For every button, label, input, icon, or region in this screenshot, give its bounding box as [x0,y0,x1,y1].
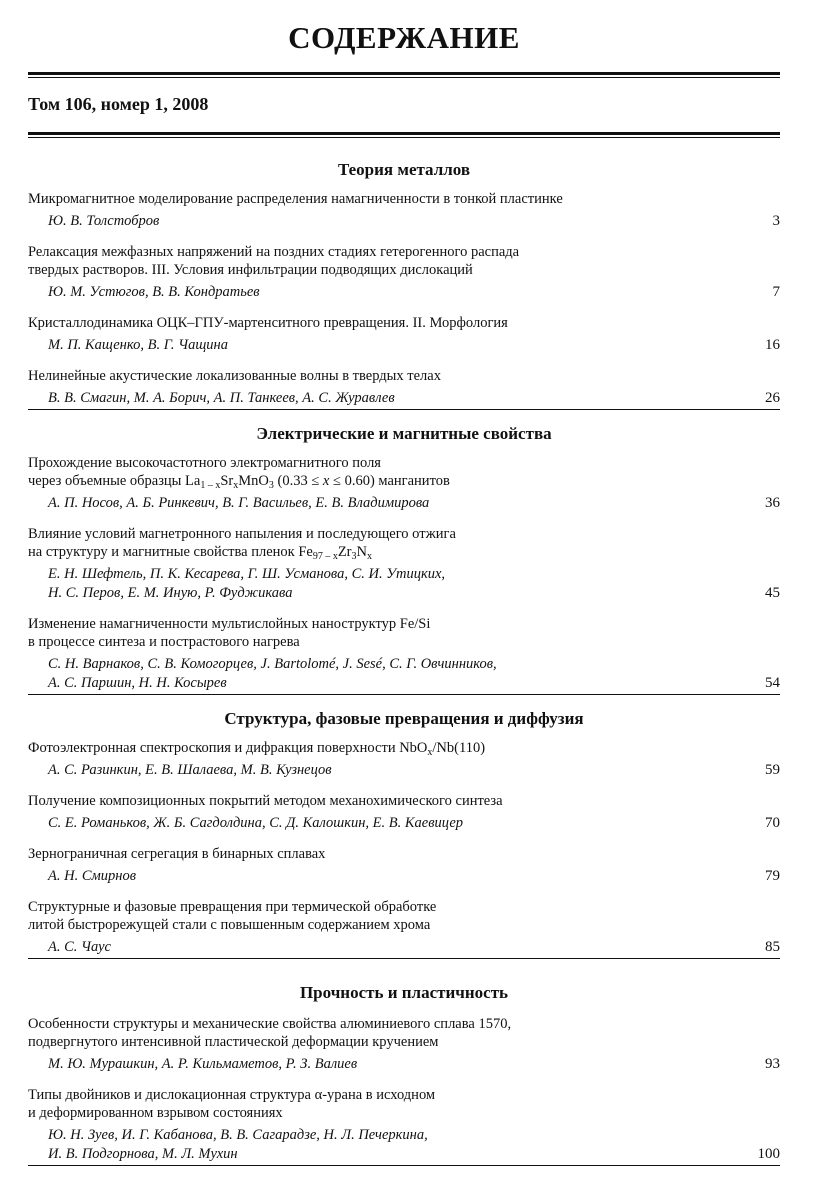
toc-entry[interactable] [28,454,780,513]
entry-page: 59 [765,762,780,778]
entry-title: Зернограничная сегрегация в бинарных сплавах [28,846,326,862]
entry-title: Микромагнитное моделирование распределения намагниченности в тонкой пластинке [28,191,563,207]
entry-title: Кристаллодинамика ОЦК–ГПУ-мартенситного превращения. II. Морфология [28,315,508,331]
entry-page: 36 [765,495,780,511]
entry-page: 54 [765,675,780,691]
toc-entry[interactable] [28,615,780,695]
toc-page [28,0,780,1166]
toc-entry[interactable] [28,1086,780,1166]
entry-page: 16 [765,337,780,353]
entry-title-line: твердых растворов. III. Условия инфильтрации подводящих дислокаций [28,262,473,278]
entry-title-line: Особенности структуры и механические свойства алюминиевого сплава 1570, [28,1016,512,1032]
entry-title: Фотоэлектронная спектроскопия и дифракция поверхности NbO$_x$/Nb(110) [28,740,486,758]
entry-page: 7 [772,284,780,300]
entry-authors: В. В. Смагин, М. А. Борич, А. П. Танкеев, А. С. Журавлев [48,390,395,406]
section-electric-magnetic [28,422,780,695]
entry-title-line: Структурные и фазовые превращения при термической обработке [28,899,437,915]
entry-authors: А. П. Носов, А. Б. Ринкевич, В. Г. Васильев, Е. В. Владимирова [48,495,430,511]
entry-title-line: литой быстрорежущей стали с повышенным содержанием хрома [28,917,431,933]
entry-page: 70 [765,815,780,831]
entry-authors-line: Ю. Н. Зуев, И. Г. Кабанова, В. В. Сагарадзе, Н. Л. Печеркина, [48,1127,428,1143]
entry-authors-line: И. В. Подгорнова, М. Л. Мухин [48,1146,238,1162]
entry-title: Нелинейные акустические локализованные волны в твердых телах [28,368,441,384]
entry-authors: Ю. В. Толстобров [48,213,160,229]
toc-entry[interactable] [28,525,780,603]
toc-entry[interactable] [28,190,780,231]
entry-authors: А. Н. Смирнов [48,868,136,884]
title-divider [28,72,780,78]
section-title: Электрические и магнитные свойства [256,424,552,443]
toc-entry[interactable] [28,367,780,410]
toc-entry[interactable] [28,1015,780,1074]
entry-title-line: Изменение намагниченности мультислойных наноструктур Fe/Si [28,616,431,632]
entry-title-line: Релаксация межфазных напряжений на поздних стадиях гетерогенного распада [28,244,520,260]
entry-authors-line: С. Н. Варнаков, С. В. Комогорцев, J. Bartolomé, J. Sesé, С. Г. Овчинников, [48,656,497,672]
entry-authors-line: А. С. Паршин, Н. Н. Косырев [48,675,227,691]
volume-divider [28,132,780,138]
toc-entry[interactable] [28,898,780,959]
section-end-rule [28,694,780,695]
entry-title-line: Влияние условий магнетронного напыления и последующего отжига [28,526,456,542]
entry-page: 79 [765,868,780,884]
entry-title-line: подвергнутого интенсивной пластической деформации кручением [28,1034,439,1050]
section-end-rule [28,409,780,410]
section-theory [28,158,780,410]
entry-page: 93 [765,1056,780,1072]
entry-authors: Ю. М. Устюгов, В. В. Кондратьев [48,284,260,300]
entry-authors: М. П. Кащенко, В. Г. Чащина [48,337,228,353]
toc-entry[interactable] [28,845,780,886]
toc-entry[interactable] [28,243,780,302]
entry-title: Получение композиционных покрытий методом механохимического синтеза [28,793,503,809]
volume-info: Том 106, номер 1, 2008 [28,94,209,114]
toc-entry[interactable] [28,792,780,833]
entry-page: 3 [772,213,780,229]
entry-page: 85 [765,939,780,955]
entry-title-line: на структуру и магнитные свойства пленок $Fe_{97 - x}Zr_3N_x$ [28,544,372,562]
page-title: СОДЕРЖАНИЕ [288,20,520,55]
section-end-rule [28,958,780,959]
entry-title-line: в процессе синтеза и пострастового нагрева [28,634,300,650]
entry-authors: А. С. Чаус [48,939,111,955]
entry-authors: С. Е. Романьков, Ж. Б. Сагдолдина, С. Д. Калошкин, Е. В. Каевицер [48,815,464,831]
toc-entry[interactable] [28,739,780,780]
entry-authors: А. С. Разинкин, Е. В. Шалаева, М. В. Кузнецов [48,762,332,778]
toc-entry[interactable] [28,314,780,355]
entry-title-line: через объемные образцы $La_{1 - x}Sr_xMnO_3$ (0.33 ≤ x ≤ 0.60) манганитов [28,473,450,491]
entry-authors: М. Ю. Мурашкин, А. Р. Кильмаметов, Р. З. Валиев [48,1056,358,1072]
entry-authors-line: Н. С. Перов, Е. М. Иную, Р. Фуджикава [48,585,293,601]
entry-authors-line: Е. Н. Шефтель, П. К. Кесарева, Г. Ш. Усманова, С. И. Утицких, [48,566,446,582]
entry-title-line: и деформированном взрывом состояниях [28,1105,283,1121]
entry-title-line: Типы двойников и дислокационная структура α-урана в исходном [28,1087,436,1103]
section-structure-diffusion [28,707,780,959]
section-strength-plasticity [28,981,780,1166]
section-title: Теория металлов [337,160,471,179]
entry-page: 26 [765,390,780,406]
entry-page: 100 [757,1146,780,1162]
section-title: Прочность и пластичность [299,983,509,1002]
entry-page: 45 [765,585,780,601]
section-title: Структура, фазовые превращения и диффузия [224,709,584,728]
section-end-rule [28,1165,780,1166]
entry-title-line: Прохождение высокочастотного электромагнитного поля [28,455,381,471]
